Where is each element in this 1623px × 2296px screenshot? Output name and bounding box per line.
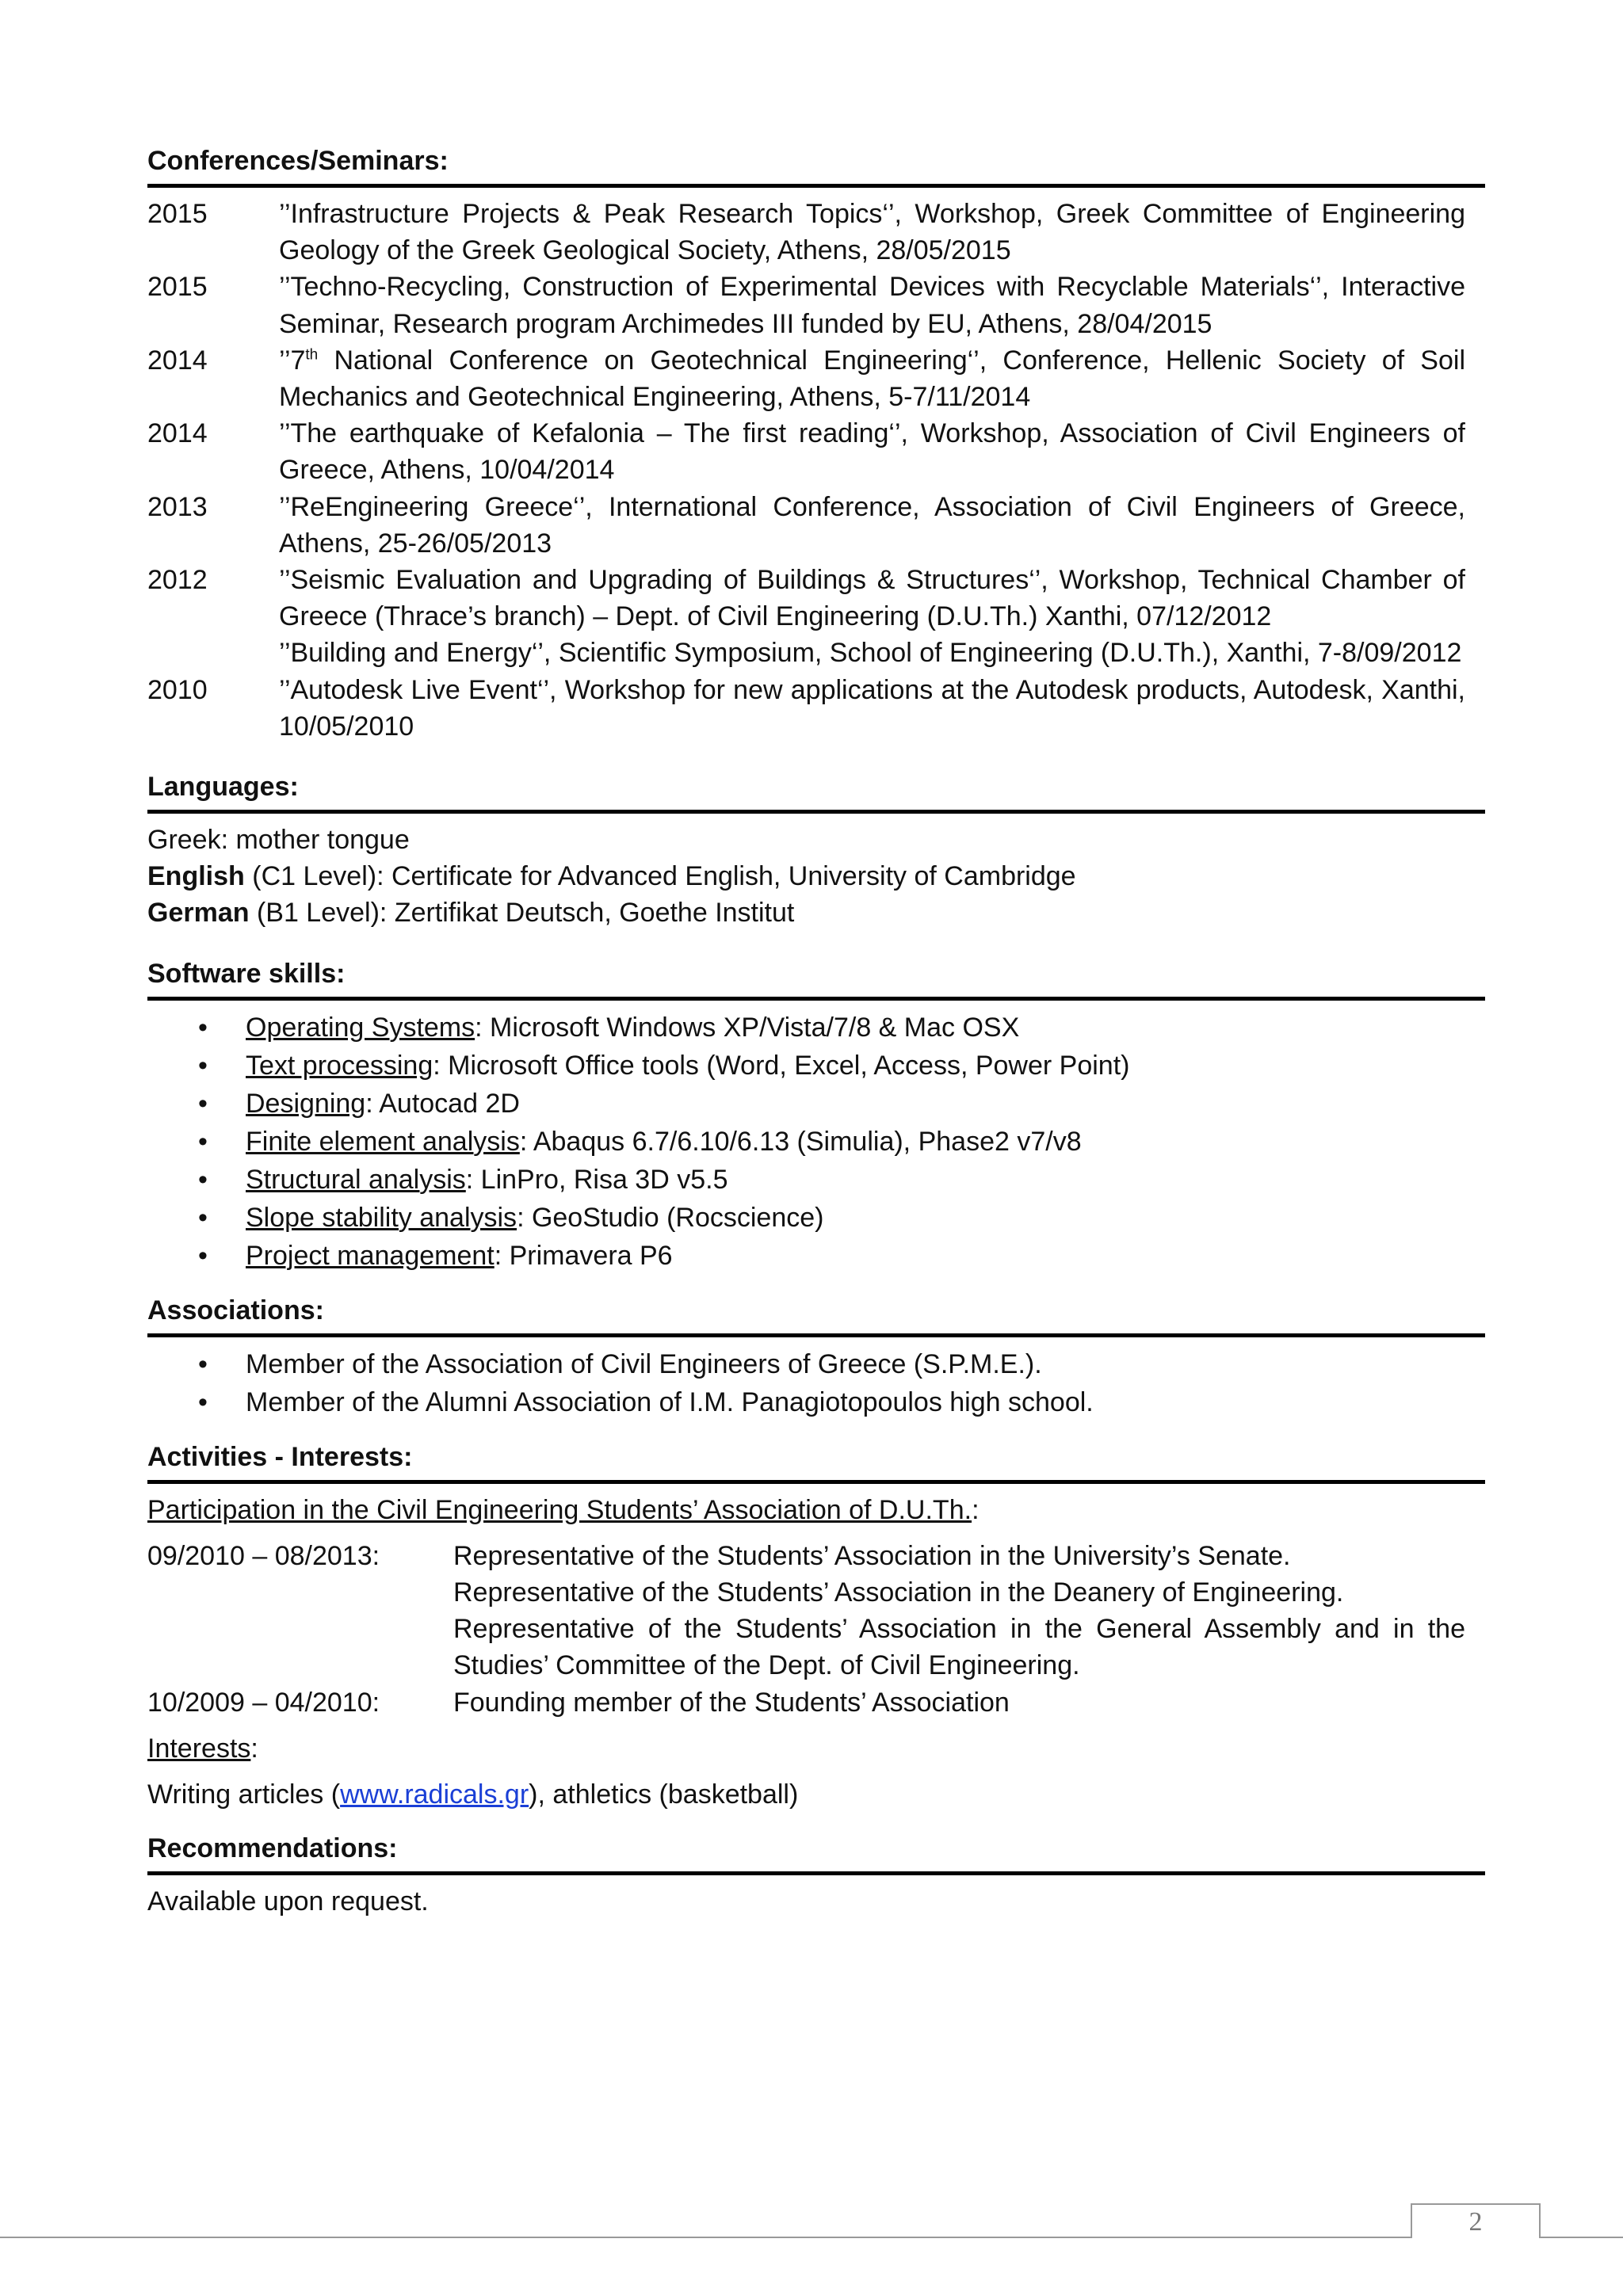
skill-category: Structural analysis <box>246 1164 466 1195</box>
associations-list <box>147 1345 1484 1421</box>
activity-line: Founding member of the Students’ Association <box>453 1687 1010 1718</box>
bullet-icon: • <box>198 1240 208 1271</box>
radicals-link[interactable]: www.radicals.gr <box>340 1779 529 1810</box>
conference-text: ’’Building and Energy‘’, Scientific Symposium, School of Engineering (D.U.Th.), Xanthi, 7-8/09/2012 <box>279 638 1462 669</box>
bullet-icon: • <box>198 1012 208 1043</box>
skill-value: : GeoStudio (Rocscience) <box>517 1202 824 1233</box>
language-detail: (B1 Level): Zertifikat Deutsch, Goethe Institut <box>249 898 795 929</box>
language-name: English <box>147 861 245 892</box>
skill-category: Finite element analysis <box>246 1126 520 1157</box>
interests-suffix: ), athletics (basketball) <box>529 1779 799 1810</box>
skill-category: Project management <box>246 1240 495 1271</box>
association-text: Member of the Association of Civil Engineers of Greece (S.P.M.E.). <box>246 1348 1042 1379</box>
language-english <box>147 858 1484 894</box>
conference-text: ’’ReEngineering Greece‘’, International Conference, Association of Civil Engineers of Greece, Athens, 25-26/05/2013 <box>279 491 1465 559</box>
conference-entry <box>147 342 1484 415</box>
activity-row <box>147 1538 1484 1684</box>
participation-heading <box>147 1492 1484 1528</box>
interests-prefix: Writing articles ( <box>147 1779 341 1810</box>
bullet-icon: • <box>198 1348 208 1379</box>
conference-year: 2015 <box>147 272 208 303</box>
bullet-icon: • <box>198 1164 208 1195</box>
language-detail: (C1 Level): Certificate for Advanced English, University of Cambridge <box>244 861 1076 892</box>
activity-line: Representative of the Students’ Association in the University’s Senate. <box>453 1540 1291 1571</box>
section-divider <box>147 1333 1485 1337</box>
language-greek: Greek: mother tongue <box>147 825 410 856</box>
interests-label: Interests <box>147 1733 251 1764</box>
list-item <box>147 1085 1484 1123</box>
skill-value: : Primavera P6 <box>494 1240 673 1271</box>
conference-text: ’’Techno-Recycling, Construction of Experimental Devices with Recyclable Materials‘’, Interactive Seminar, Research program Archimedes III funded by EU, Athens, 28/04/2015 <box>279 272 1465 339</box>
section-divider <box>147 997 1485 1001</box>
software-list <box>147 1009 1484 1275</box>
conference-entry <box>147 415 1484 488</box>
list-item <box>147 1345 1484 1383</box>
interests-text <box>147 1776 1484 1813</box>
skill-value: : Microsoft Office tools (Word, Excel, Access, Power Point) <box>433 1050 1130 1081</box>
list-item <box>147 1383 1484 1421</box>
associations-heading: Associations: <box>147 1295 324 1325</box>
activity-description <box>453 1684 1465 1721</box>
activity-period: 10/2009 – 04/2010: <box>147 1687 380 1718</box>
conference-entry <box>147 196 1484 269</box>
language-name: German <box>147 898 250 929</box>
skill-category: Text processing <box>246 1050 433 1081</box>
page-content <box>147 143 1484 1920</box>
bullet-icon: • <box>198 1126 208 1157</box>
association-text: Member of the Alumni Association of I.M. Panagiotopoulos high school. <box>246 1386 1094 1417</box>
section-divider <box>147 1480 1485 1484</box>
participation-label: Participation in the Civil Engineering Students’ Association of D.U.Th. <box>147 1494 972 1525</box>
list-item <box>147 1009 1484 1047</box>
list-item <box>147 1199 1484 1237</box>
section-divider <box>147 184 1485 188</box>
recommendations-text: Available upon request. <box>147 1886 429 1917</box>
skill-value: : Microsoft Windows XP/Vista/7/8 & Mac OSX <box>475 1012 1020 1043</box>
conference-year: 2013 <box>147 491 208 522</box>
list-item <box>147 1161 1484 1199</box>
software-heading: Software skills: <box>147 958 346 989</box>
languages-heading: Languages: <box>147 772 299 803</box>
colon: : <box>250 1733 258 1764</box>
list-item <box>147 1237 1484 1275</box>
conferences-list <box>147 196 1484 745</box>
conference-entry <box>147 672 1484 745</box>
colon: : <box>972 1494 980 1525</box>
skill-value: : LinPro, Risa 3D v5.5 <box>465 1164 728 1195</box>
conference-year: 2014 <box>147 418 208 449</box>
page-number: 2 <box>1468 2207 1483 2237</box>
section-divider <box>147 810 1485 814</box>
conference-text: ’’The earthquake of Kefalonia – The first reading‘’, Workshop, Association of Civil Engineers of Greece, Athens, 10/04/2014 <box>279 418 1465 486</box>
conference-entry <box>147 489 1484 562</box>
conference-year: 2012 <box>147 565 208 596</box>
conference-year: 2015 <box>147 199 208 229</box>
ordinal-superscript: th <box>305 346 319 364</box>
conference-text-wrapper <box>279 342 1465 415</box>
conference-text-prefix: ’’7 <box>279 345 306 376</box>
skill-category: Designing <box>246 1088 366 1119</box>
skill-value: : Abaqus 6.7/6.10/6.13 (Simulia), Phase2 v7/v8 <box>519 1126 1082 1157</box>
activity-line: Representative of the Students’ Association in the Deanery of Engineering. <box>453 1577 1344 1608</box>
conference-text: National Conference on Geotechnical Engineering‘’, Conference, Hellenic Society of Soil Mechanics and Geotechnical Engineering, Athens, 5-7/11/2014 <box>279 345 1465 413</box>
activity-line: Representative of the Students’ Association in the General Assembly and in the Studies’ Committee of the Dept. of Civil Engineering. <box>453 1614 1465 1681</box>
bullet-icon: • <box>198 1088 208 1119</box>
conference-entry <box>147 269 1484 341</box>
conference-text: ’’Seismic Evaluation and Upgrading of Buildings & Structures‘’, Workshop, Technical Chamber of Greece (Thrace’s branch) – Dept. of Civil Engineering (D.U.Th.) Xanthi, 07/12/2012 <box>279 565 1465 632</box>
bullet-icon: • <box>198 1202 208 1233</box>
conference-text: ’’Infrastructure Projects & Peak Research Topics‘’, Workshop, Greek Committee of Engineering Geology of the Greek Geological Society, Athens, 28/05/2015 <box>279 199 1465 266</box>
bullet-icon: • <box>198 1386 208 1417</box>
recommendations-heading: Recommendations: <box>147 1833 398 1864</box>
bullet-icon: • <box>198 1050 208 1081</box>
conferences-heading: Conferences/Seminars: <box>147 146 449 176</box>
list-item <box>147 1047 1484 1085</box>
language-german <box>147 894 1484 931</box>
activity-period: 09/2010 – 08/2013: <box>147 1540 380 1571</box>
skill-category: Operating Systems <box>246 1012 475 1043</box>
conference-text: ’’Autodesk Live Event‘’, Workshop for new applications at the Autodesk products, Autodesk, Xanthi, 10/05/2010 <box>279 674 1465 742</box>
conference-year: 2010 <box>147 674 208 705</box>
activity-description <box>453 1538 1465 1684</box>
activity-row <box>147 1684 1484 1721</box>
footer-line <box>0 2237 1623 2238</box>
conference-entry <box>147 562 1484 635</box>
activities-heading: Activities - Interests: <box>147 1441 413 1472</box>
conference-entry <box>147 635 1484 671</box>
list-item <box>147 1123 1484 1161</box>
interests-heading <box>147 1730 1484 1767</box>
skill-value: : Autocad 2D <box>365 1088 520 1119</box>
section-divider <box>147 1871 1485 1875</box>
conference-year: 2014 <box>147 345 208 376</box>
skill-category: Slope stability analysis <box>246 1202 517 1233</box>
